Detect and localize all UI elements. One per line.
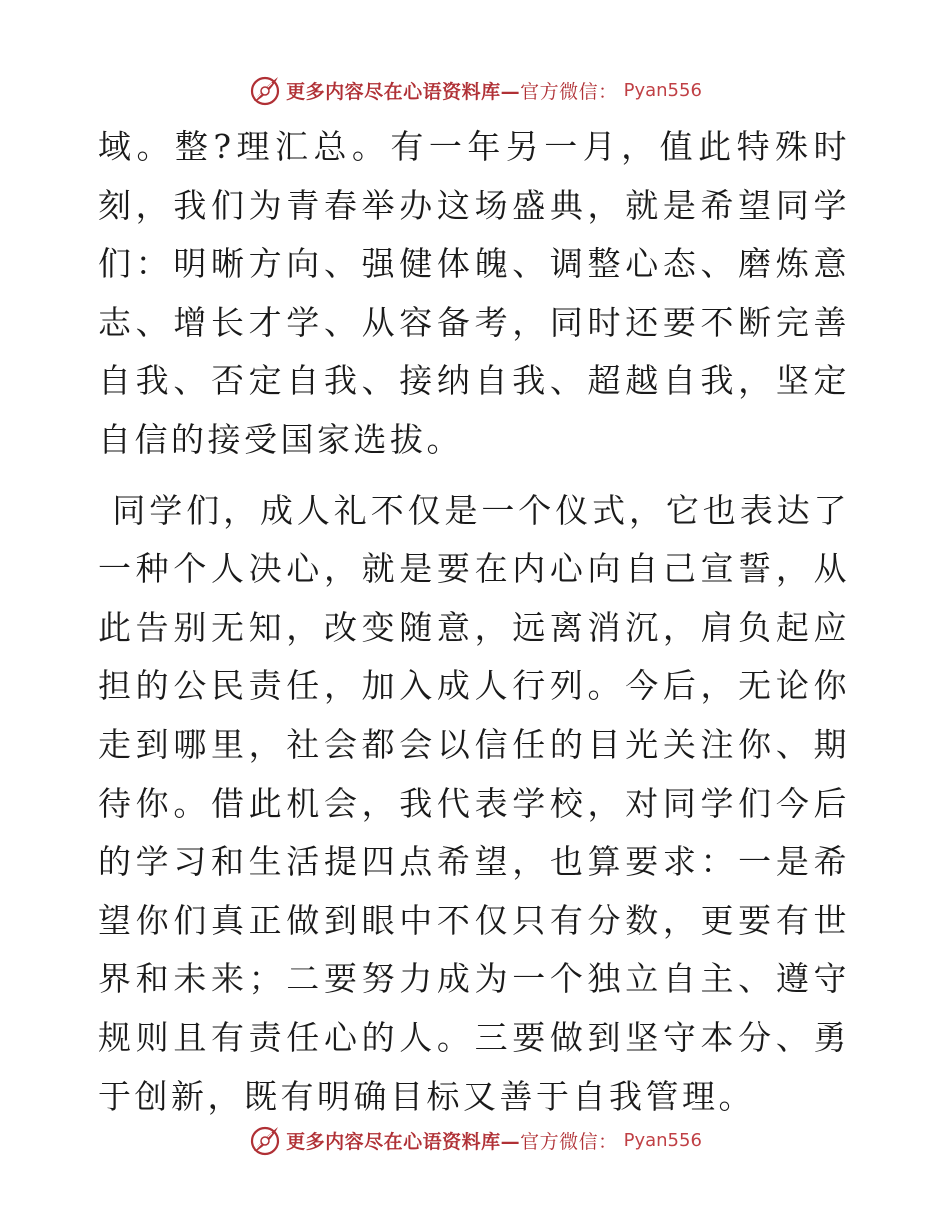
- header-banner-title: 更多内容尽在心语资料库: [286, 80, 501, 103]
- footer-banner-wechat-id: Pyan556: [623, 1129, 702, 1151]
- paragraph-1: 域。整?理汇总。有一年另一月，值此特殊时刻，我们为青春举办这场盛典，就是希望同学们：明晰方向、强健体魄、调整心态、磨炼意志、增长才学、从容备考，同时还要不断完善自我、否定自我、接纳自我、超越自我，坚定自信的接受国家选拔。: [98, 127, 850, 459]
- paragraph-2: 同学们，成人礼不仅是一个仪式，它也表达了一种个人决心，就是要在内心向自己宣誓，从此告别无知，改变随意，远离消沉，肩负起应担的公民责任，加入成人行列。今后，无论你走到哪里，社会都会以信任的目光关注你、期待你。借此机会，我代表学校，对同学们今后的学习和生活提四点希望，也算要求：一是希望你们真正做到眼中不仅只有分数，更要有世界和未来；二要努力成为一个独立自主、遵守规则且有责任心的人。三要做到坚守本分、勇于创新，既有明确目标又善于自我管理。: [98, 490, 850, 1116]
- header-banner: [0, 70, 950, 110]
- document-body: [98, 118, 850, 1126]
- footer-banner-title: 更多内容尽在心语资料库: [286, 1130, 501, 1153]
- header-banner-wechat-id: Pyan556: [623, 79, 702, 101]
- footer-banner: [0, 1120, 950, 1160]
- header-banner-label: 官方微信：: [520, 80, 618, 103]
- feather-pen-logo-icon: [248, 1123, 282, 1157]
- footer-banner-label: 官方微信：: [520, 1130, 618, 1153]
- footer-banner-text: [286, 1127, 618, 1154]
- feather-pen-logo-icon: [248, 73, 282, 107]
- header-banner-text: [286, 77, 618, 104]
- footer-banner-separator: —: [500, 1130, 521, 1153]
- header-banner-content: [248, 73, 702, 107]
- header-banner-separator: —: [500, 80, 521, 103]
- footer-banner-content: [248, 1123, 702, 1157]
